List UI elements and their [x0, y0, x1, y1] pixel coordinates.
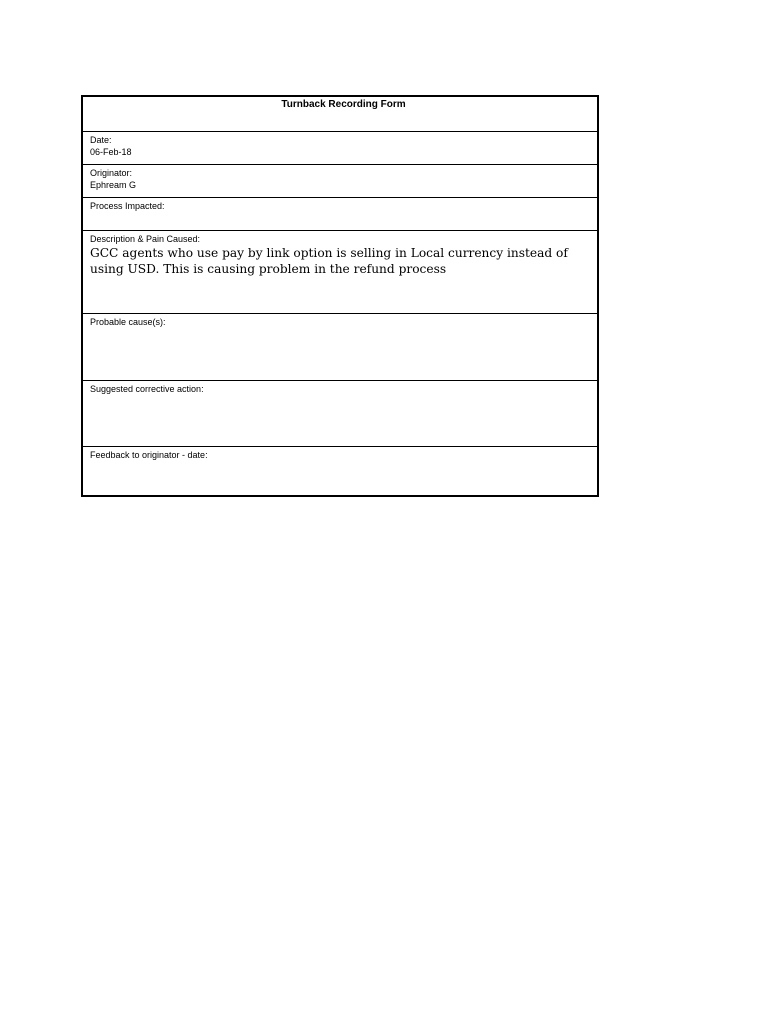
form-title: Turnback Recording Form: [281, 99, 406, 110]
description-row: [83, 231, 597, 314]
corrective-action-row: [83, 381, 597, 447]
probable-cause-label: Probable cause(s):: [90, 317, 166, 327]
description-label: Description & Pain Caused:: [90, 234, 201, 244]
feedback-label: Feedback to originator - date:: [90, 450, 208, 460]
originator-value: Ephream G: [90, 180, 137, 190]
originator-label: Originator:: [90, 168, 133, 178]
corrective-action-label: Suggested corrective action:: [90, 384, 204, 394]
date-row: [83, 132, 597, 165]
probable-cause-row: [83, 314, 597, 381]
turnback-recording-form: [81, 95, 599, 497]
process-impacted-row: [83, 198, 597, 231]
originator-row: [83, 165, 597, 198]
feedback-row: [83, 447, 597, 495]
date-label: Date:: [90, 135, 112, 145]
process-impacted-label: Process Impacted:: [90, 201, 165, 211]
date-value: 06-Feb-18: [90, 147, 132, 157]
description-value: GCC agents who use pay by link option is selling in Local currency instead of using USD. This is causing problem in the refund process: [90, 246, 568, 276]
form-title-row: [83, 97, 597, 132]
